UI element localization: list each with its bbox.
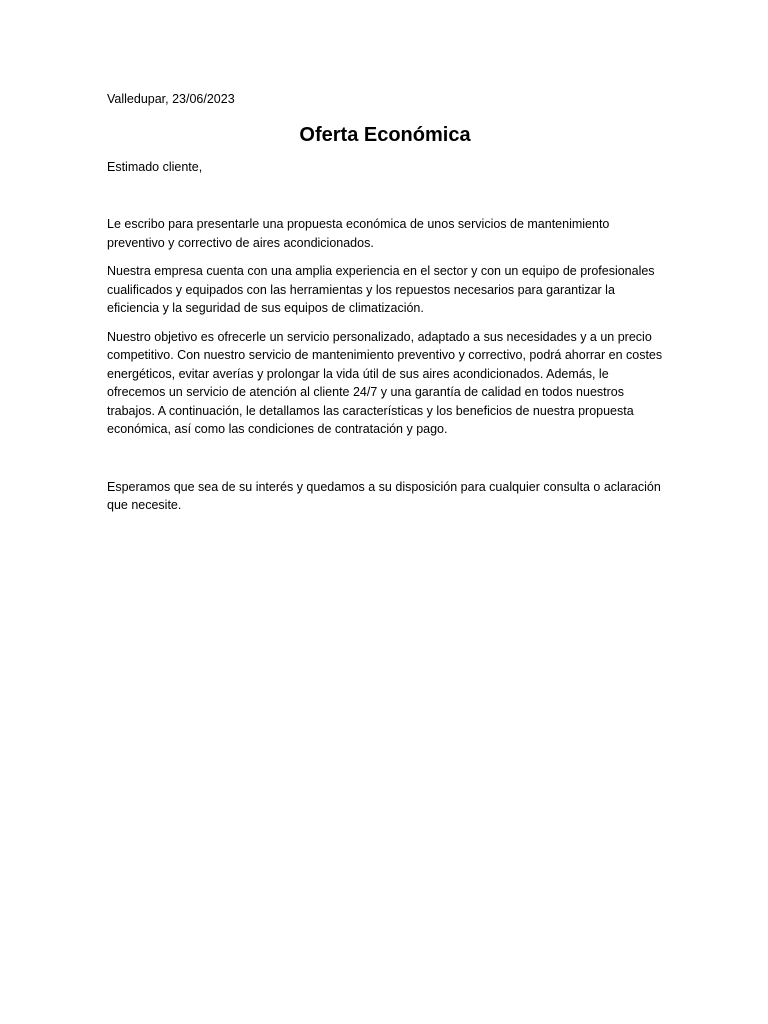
page-title: Oferta Económica: [299, 123, 471, 146]
closing-paragraph: Esperamos que sea de su interés y quedamos a su disposición para cualquier consulta o aclaración que necesite.: [107, 479, 661, 512]
paragraph-intro: Le escribo para presentarle una propuesta económica de unos servicios de mantenimiento preventivo y correctivo de aires acondicionados.: [107, 217, 610, 250]
letter-body: [107, 90, 663, 515]
paragraph-company: Nuestra empresa cuenta con una amplia experiencia en el sector y con un equipo de profesionales cualificados y equipados con las herramientas y los repuestos necesarios para garantizar la eficiencia y la seguridad de sus equipos de climatización.: [107, 264, 655, 315]
date-line: Valledupar, 23/06/2023: [107, 92, 235, 106]
greeting: Estimado cliente,: [107, 159, 203, 174]
paragraph-objective: Nuestro objetivo es ofrecerle un servicio personalizado, adaptado a sus necesidades y a un precio competitivo. Con nuestro servicio de mantenimiento preventivo y correctivo, podrá ahorrar en costes energéticos, evitar averías y prolongar la vida útil de sus aires acondicionados. Además, le ofrecemos un servicio de atención al cliente 24/7 y una garantía de calidad en todos nuestros trabajos. A continuación, le detallamos las características y los beneficios de nuestra propuesta económica, así como las condiciones de contratación y pago.: [107, 329, 663, 436]
